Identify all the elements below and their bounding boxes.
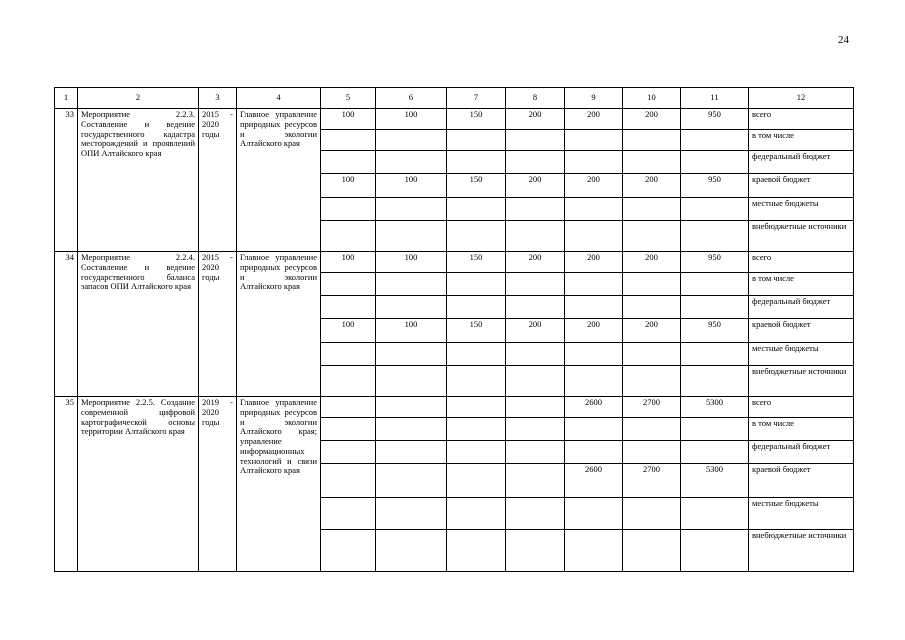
value-cell xyxy=(506,366,565,397)
value-cell: 200 xyxy=(565,319,623,343)
funding-source-label: федеральный бюджет xyxy=(749,151,854,174)
measure-cell: Мероприятие 2.2.3. Составление и ведение государственного кадастра месторождений и проявлений ОПИ Алтайского края xyxy=(78,109,199,252)
executor-cell: Главное управление природных ресурсов и экологии Алтайского края xyxy=(237,252,321,397)
value-cell xyxy=(321,130,376,151)
value-cell xyxy=(681,530,749,572)
value-cell: 100 xyxy=(376,174,447,198)
value-cell xyxy=(681,441,749,464)
value-cell: 150 xyxy=(447,174,506,198)
value-cell xyxy=(321,296,376,319)
value-cell: 2600 xyxy=(565,397,623,418)
funding-source-label: в том числе xyxy=(749,273,854,296)
value-cell xyxy=(376,418,447,441)
value-cell xyxy=(681,198,749,221)
value-cell: 100 xyxy=(321,174,376,198)
value-cell xyxy=(681,273,749,296)
value-cell: 2700 xyxy=(623,397,681,418)
value-cell xyxy=(447,198,506,221)
funding-source-label: местные бюджеты xyxy=(749,198,854,221)
funding-source-label: краевой бюджет xyxy=(749,464,854,498)
value-cell: 100 xyxy=(376,319,447,343)
value-cell xyxy=(447,397,506,418)
value-cell xyxy=(506,397,565,418)
value-cell xyxy=(681,296,749,319)
value-cell: 100 xyxy=(321,109,376,130)
value-cell xyxy=(681,343,749,366)
period-cell: 2019 - 2020 годы xyxy=(199,397,237,572)
value-cell xyxy=(447,221,506,252)
measure-cell: Мероприятие 2.2.5. Создание современной цифровой картографической основы территории Алтайского края xyxy=(78,397,199,572)
funding-source-label: внебюджетные источники xyxy=(749,530,854,572)
header-cell: 12 xyxy=(749,88,854,109)
value-cell xyxy=(565,343,623,366)
header-row xyxy=(55,88,854,109)
value-cell xyxy=(321,464,376,498)
value-cell xyxy=(506,343,565,366)
value-cell xyxy=(623,441,681,464)
header-cell: 10 xyxy=(623,88,681,109)
value-cell xyxy=(321,221,376,252)
funding-source-label: внебюджетные источники xyxy=(749,366,854,397)
value-cell xyxy=(506,441,565,464)
value-cell xyxy=(376,296,447,319)
funding-source-label: местные бюджеты xyxy=(749,343,854,366)
value-cell xyxy=(321,343,376,366)
value-cell xyxy=(506,198,565,221)
value-cell xyxy=(681,418,749,441)
value-cell xyxy=(506,273,565,296)
executor-cell: Главное управление природных ресурсов и экологии Алтайского края xyxy=(237,109,321,252)
executor-cell: Главное управление природных ресурсов и экологии Алтайского края; управление информационных технологий и связи Алтайского края xyxy=(237,397,321,572)
value-cell xyxy=(376,397,447,418)
value-cell xyxy=(376,273,447,296)
value-cell xyxy=(623,530,681,572)
value-cell xyxy=(447,130,506,151)
value-cell xyxy=(376,130,447,151)
value-cell xyxy=(623,418,681,441)
value-cell xyxy=(321,273,376,296)
value-cell xyxy=(321,397,376,418)
value-cell xyxy=(447,530,506,572)
value-cell xyxy=(447,498,506,530)
value-cell: 100 xyxy=(321,252,376,273)
value-cell: 950 xyxy=(681,319,749,343)
value-cell xyxy=(623,498,681,530)
value-cell xyxy=(623,151,681,174)
value-cell xyxy=(321,418,376,441)
value-cell: 100 xyxy=(376,109,447,130)
value-cell xyxy=(565,498,623,530)
value-cell xyxy=(623,296,681,319)
value-cell: 200 xyxy=(506,174,565,198)
value-cell xyxy=(623,198,681,221)
value-cell: 200 xyxy=(506,252,565,273)
value-cell xyxy=(565,130,623,151)
value-cell xyxy=(376,441,447,464)
measure-cell: Мероприятие 2.2.4. Составление и ведение государственного баланса запасов ОПИ Алтайского края xyxy=(78,252,199,397)
value-cell: 150 xyxy=(447,319,506,343)
value-cell xyxy=(506,130,565,151)
funding-source-label: всего xyxy=(749,397,854,418)
value-cell xyxy=(376,221,447,252)
header-cell: 4 xyxy=(237,88,321,109)
value-cell xyxy=(376,343,447,366)
funding-source-label: в том числе xyxy=(749,418,854,441)
period-cell: 2015 - 2020 годы xyxy=(199,252,237,397)
value-cell: 150 xyxy=(447,252,506,273)
value-cell: 200 xyxy=(623,109,681,130)
value-cell: 100 xyxy=(321,319,376,343)
value-cell xyxy=(623,221,681,252)
value-cell: 200 xyxy=(565,174,623,198)
value-cell xyxy=(321,198,376,221)
header-cell: 2 xyxy=(78,88,199,109)
row-number: 34 xyxy=(55,252,78,397)
value-cell: 200 xyxy=(565,109,623,130)
value-cell: 2700 xyxy=(623,464,681,498)
value-cell xyxy=(506,418,565,441)
value-cell xyxy=(565,221,623,252)
value-cell xyxy=(681,151,749,174)
funding-source-label: краевой бюджет xyxy=(749,319,854,343)
value-cell: 950 xyxy=(681,109,749,130)
value-cell xyxy=(681,221,749,252)
value-cell: 200 xyxy=(565,252,623,273)
header-cell: 1 xyxy=(55,88,78,109)
funding-source-label: федеральный бюджет xyxy=(749,296,854,319)
value-cell xyxy=(376,464,447,498)
period-cell: 2015 - 2020 годы xyxy=(199,109,237,252)
value-cell xyxy=(681,366,749,397)
value-cell: 100 xyxy=(376,252,447,273)
header-cell: 8 xyxy=(506,88,565,109)
value-cell xyxy=(376,530,447,572)
value-cell xyxy=(623,130,681,151)
funding-source-label: всего xyxy=(749,252,854,273)
value-cell xyxy=(506,151,565,174)
value-cell: 200 xyxy=(506,109,565,130)
value-cell xyxy=(447,366,506,397)
funding-source-label: местные бюджеты xyxy=(749,498,854,530)
value-cell xyxy=(447,343,506,366)
value-cell xyxy=(376,366,447,397)
value-cell xyxy=(506,498,565,530)
value-cell xyxy=(321,530,376,572)
value-cell xyxy=(447,296,506,319)
header-cell: 9 xyxy=(565,88,623,109)
value-cell xyxy=(565,366,623,397)
funding-source-label: краевой бюджет xyxy=(749,174,854,198)
header-cell: 3 xyxy=(199,88,237,109)
value-cell xyxy=(376,498,447,530)
value-cell xyxy=(447,418,506,441)
header-cell: 7 xyxy=(447,88,506,109)
value-cell xyxy=(506,464,565,498)
value-cell: 5300 xyxy=(681,464,749,498)
table-row xyxy=(55,109,854,130)
value-cell xyxy=(321,498,376,530)
value-cell: 950 xyxy=(681,174,749,198)
value-cell xyxy=(681,130,749,151)
value-cell xyxy=(376,198,447,221)
row-number: 33 xyxy=(55,109,78,252)
table-row xyxy=(55,252,854,273)
page-number: 24 xyxy=(838,34,849,46)
funding-source-label: федеральный бюджет xyxy=(749,441,854,464)
value-cell: 200 xyxy=(506,319,565,343)
value-cell xyxy=(506,530,565,572)
value-cell xyxy=(565,198,623,221)
funding-source-label: всего xyxy=(749,109,854,130)
value-cell xyxy=(506,221,565,252)
value-cell xyxy=(506,296,565,319)
funding-source-label: внебюджетные источники xyxy=(749,221,854,252)
value-cell xyxy=(623,343,681,366)
value-cell xyxy=(623,273,681,296)
value-cell xyxy=(565,418,623,441)
value-cell: 200 xyxy=(623,252,681,273)
table-row xyxy=(55,397,854,418)
header-cell: 5 xyxy=(321,88,376,109)
value-cell: 150 xyxy=(447,109,506,130)
row-number: 35 xyxy=(55,397,78,572)
value-cell: 200 xyxy=(623,174,681,198)
value-cell xyxy=(321,366,376,397)
value-cell xyxy=(321,151,376,174)
value-cell xyxy=(447,273,506,296)
value-cell xyxy=(623,366,681,397)
value-cell xyxy=(681,498,749,530)
value-cell: 200 xyxy=(623,319,681,343)
value-cell xyxy=(565,296,623,319)
value-cell: 2600 xyxy=(565,464,623,498)
budget-table xyxy=(54,87,854,572)
funding-source-label: в том числе xyxy=(749,130,854,151)
value-cell xyxy=(321,441,376,464)
value-cell xyxy=(565,151,623,174)
value-cell xyxy=(447,464,506,498)
header-cell: 6 xyxy=(376,88,447,109)
value-cell: 5300 xyxy=(681,397,749,418)
value-cell: 950 xyxy=(681,252,749,273)
value-cell xyxy=(565,441,623,464)
value-cell xyxy=(447,441,506,464)
value-cell xyxy=(447,151,506,174)
value-cell xyxy=(376,151,447,174)
value-cell xyxy=(565,273,623,296)
value-cell xyxy=(565,530,623,572)
header-cell: 11 xyxy=(681,88,749,109)
